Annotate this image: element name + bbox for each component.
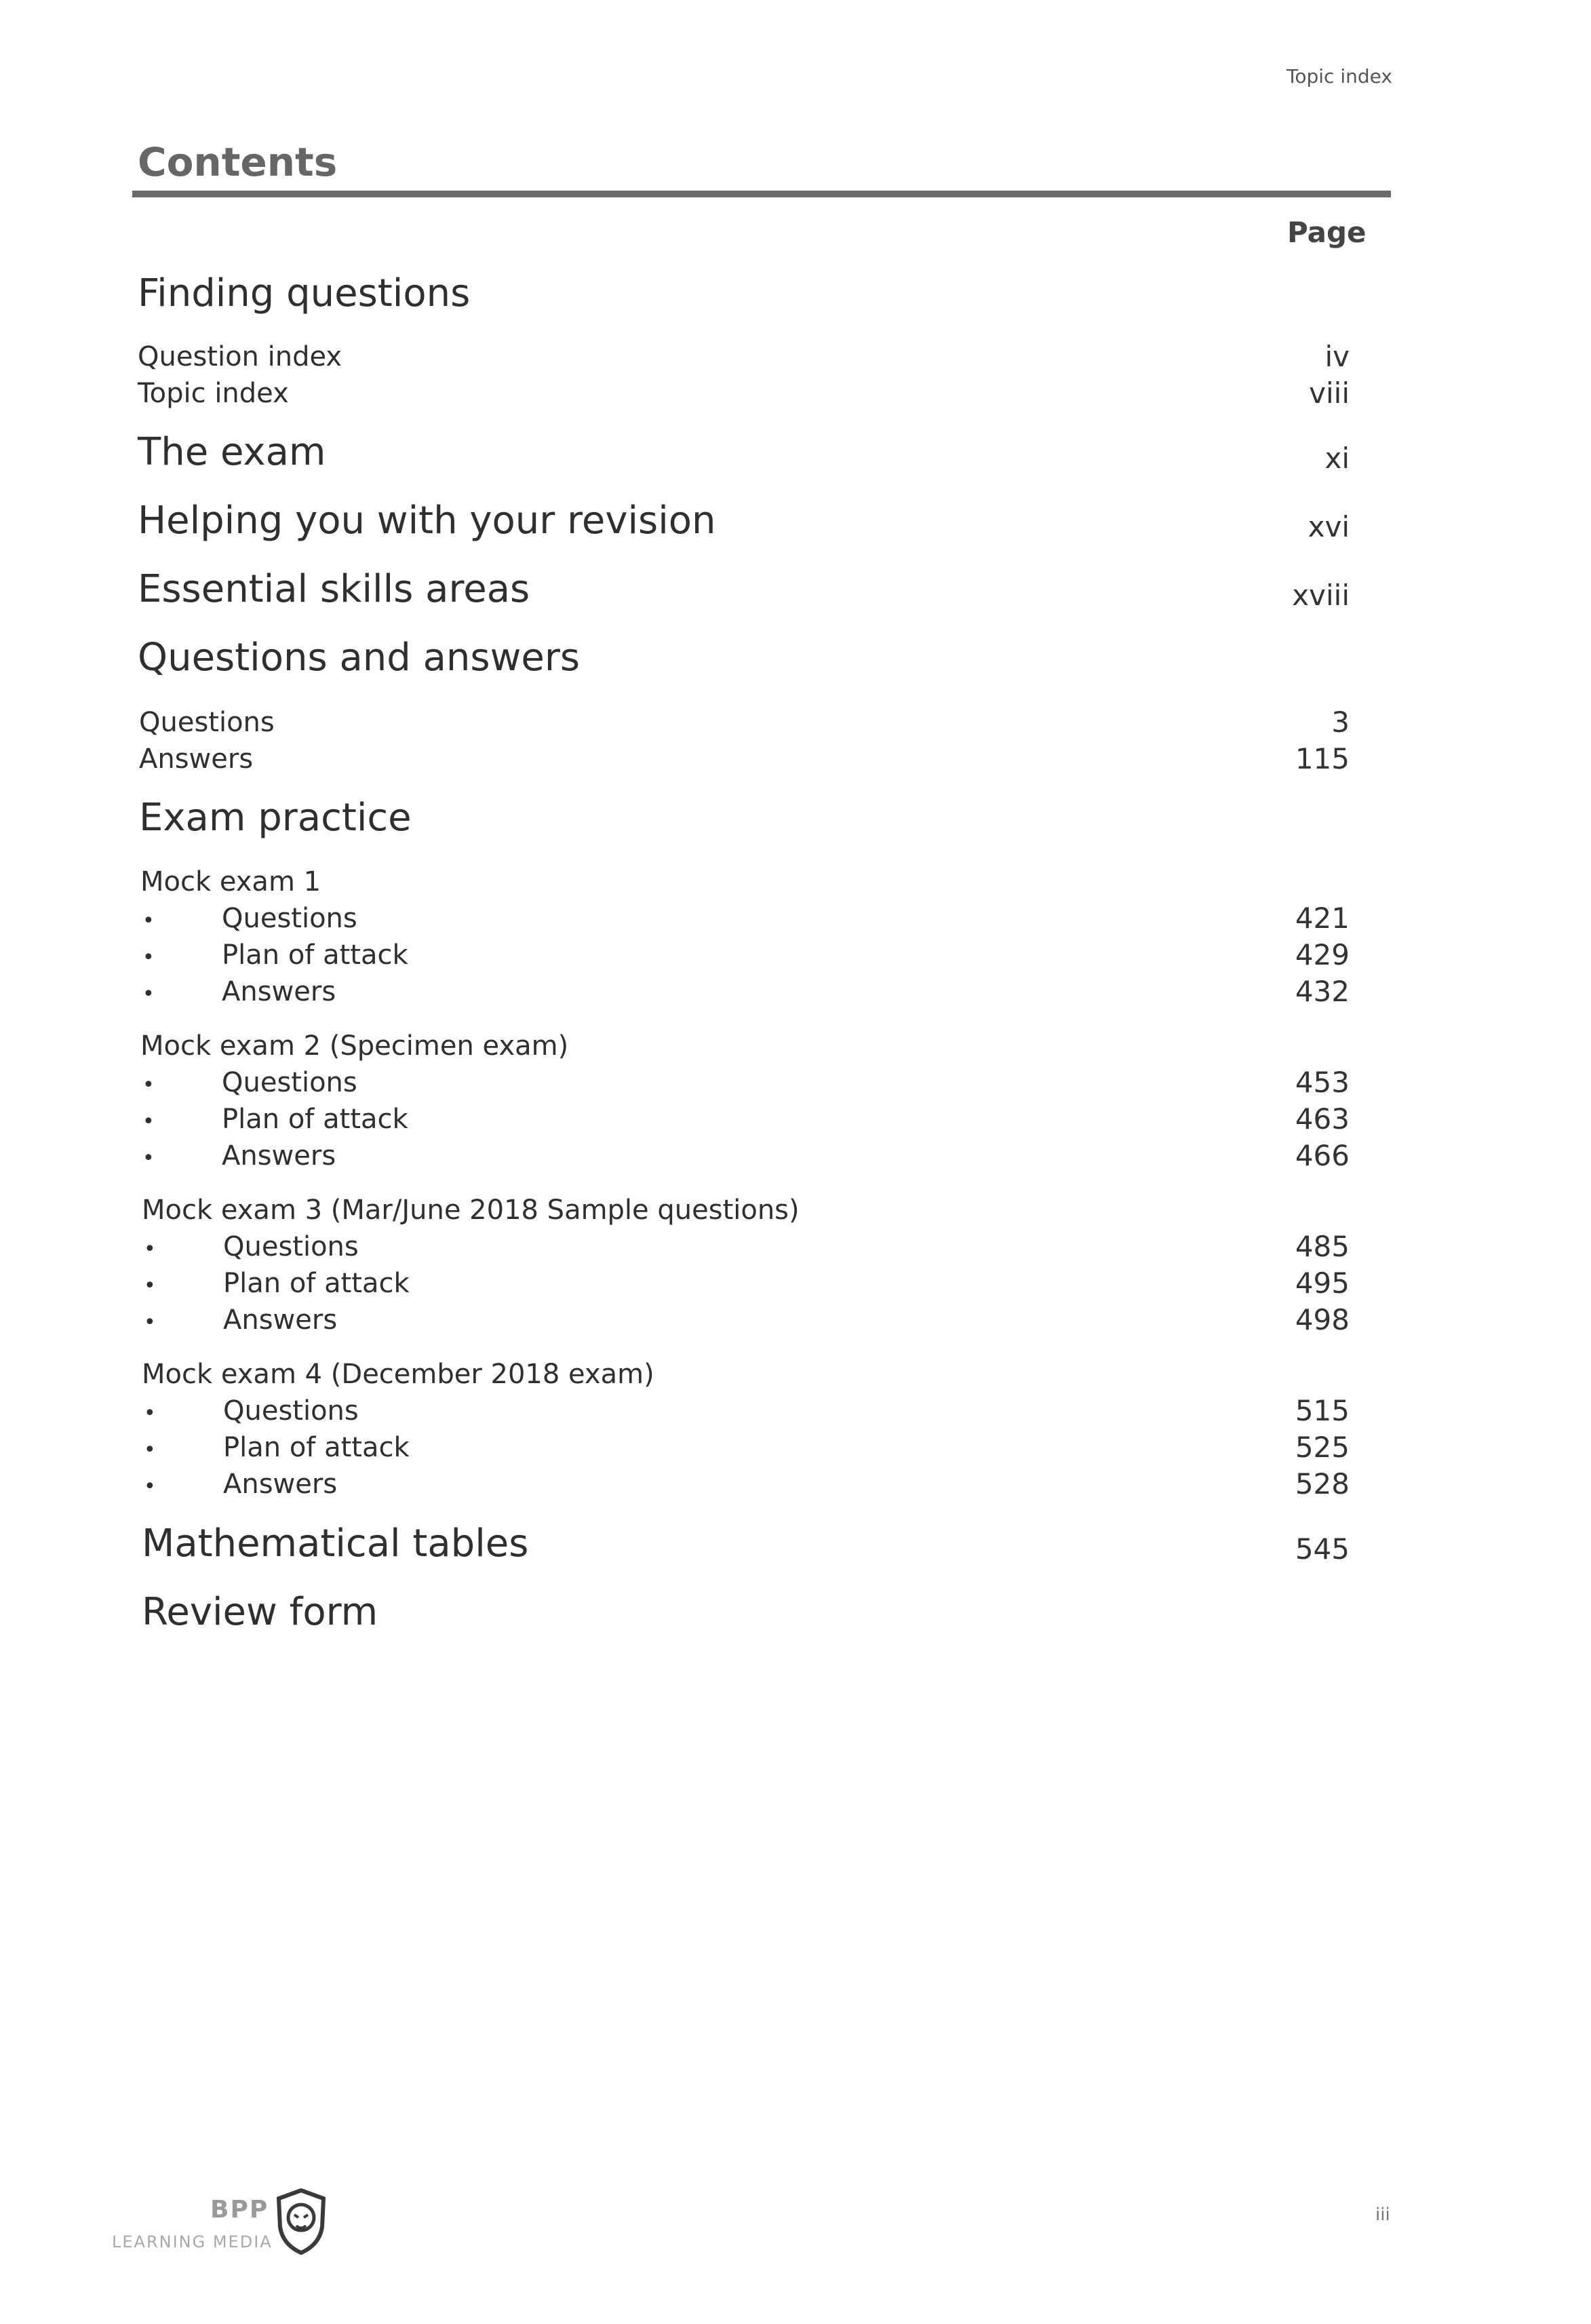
section-questions-answers: Questions and answers [138, 636, 581, 680]
logo-tagline: LEARNING MEDIA [112, 2232, 273, 2251]
section-finding-questions: Finding questions [138, 271, 471, 315]
entry-questions: Questions [139, 707, 275, 738]
page-mock-2-plan: 463 [1295, 1102, 1350, 1136]
mock-exam-1-answers: Answers [222, 976, 336, 1007]
mock-exam-3-plan: Plan of attack [223, 1268, 410, 1299]
page-number: iii [1375, 2205, 1390, 2225]
page-topic-index: viii [1309, 376, 1350, 410]
logo-brand: BPP [210, 2196, 269, 2224]
page-answers: 115 [1295, 742, 1350, 775]
page-the-exam: xi [1324, 442, 1350, 475]
mock-exam-2-answers: Answers [222, 1140, 336, 1171]
bullet: • [144, 1401, 156, 1425]
section-review-form: Review form [142, 1590, 378, 1634]
entry-answers: Answers [139, 743, 254, 775]
bullet: • [142, 1073, 155, 1097]
page-essential-skills: xviii [1292, 579, 1350, 612]
mock-exam-1-title: Mock exam 1 [140, 866, 321, 897]
page-questions: 3 [1331, 705, 1350, 739]
page-mock-4-plan: 525 [1295, 1431, 1350, 1464]
page-mock-4-questions: 515 [1295, 1394, 1350, 1427]
mock-exam-4-answers: Answers [223, 1469, 338, 1500]
page-mock-1-questions: 421 [1295, 902, 1350, 935]
page-mock-3-questions: 485 [1295, 1230, 1350, 1263]
bullet: • [142, 982, 155, 1006]
entry-question-index: Question index [138, 341, 342, 372]
mock-exam-1-questions: Questions [222, 903, 357, 934]
bullet: • [144, 1274, 156, 1298]
bullet: • [144, 1475, 156, 1498]
mock-exam-3-questions: Questions [223, 1231, 359, 1262]
page-helping-revision: xvi [1308, 510, 1350, 543]
page-mock-3-answers: 498 [1295, 1303, 1350, 1336]
page-mock-1-plan: 429 [1295, 938, 1350, 971]
section-helping-revision: Helping you with your revision [138, 499, 716, 543]
bullet: • [144, 1311, 156, 1334]
title-rule [132, 191, 1391, 197]
section-exam-practice: Exam practice [139, 796, 412, 840]
bullet: • [142, 946, 155, 969]
section-essential-skills: Essential skills areas [138, 567, 530, 611]
lion-shield-icon [276, 2188, 326, 2255]
bullet: • [142, 909, 155, 933]
mock-exam-2-title: Mock exam 2 (Specimen exam) [140, 1030, 569, 1062]
mock-exam-4-title: Mock exam 4 (December 2018 exam) [142, 1359, 654, 1390]
mock-exam-2-plan: Plan of attack [222, 1104, 408, 1135]
mock-exam-1-plan: Plan of attack [222, 940, 408, 971]
page-mock-3-plan: 495 [1295, 1266, 1350, 1300]
page-mock-1-answers: 432 [1295, 975, 1350, 1008]
page-mock-2-questions: 453 [1295, 1066, 1350, 1099]
page-mock-2-answers: 466 [1295, 1139, 1350, 1172]
bullet: • [144, 1438, 156, 1462]
page-title: Contents [138, 139, 338, 185]
page-mock-4-answers: 528 [1295, 1467, 1350, 1500]
bullet: • [144, 1237, 156, 1261]
mock-exam-3-title: Mock exam 3 (Mar/June 2018 Sample questions) [142, 1195, 800, 1226]
bullet: • [142, 1110, 155, 1134]
section-mathematical-tables: Mathematical tables [142, 1522, 529, 1566]
mock-exam-4-questions: Questions [223, 1395, 359, 1427]
entry-topic-index: Topic index [138, 378, 289, 409]
running-head: Topic index [1286, 65, 1392, 88]
page-question-index: iv [1324, 340, 1350, 373]
section-the-exam: The exam [138, 430, 326, 474]
page-mathematical-tables: 545 [1295, 1532, 1350, 1566]
page-column-header: Page [1287, 216, 1367, 249]
bullet: • [142, 1146, 155, 1170]
mock-exam-4-plan: Plan of attack [223, 1432, 410, 1463]
mock-exam-3-answers: Answers [223, 1304, 338, 1336]
mock-exam-2-questions: Questions [222, 1067, 357, 1098]
bpp-logo [112, 2188, 329, 2262]
